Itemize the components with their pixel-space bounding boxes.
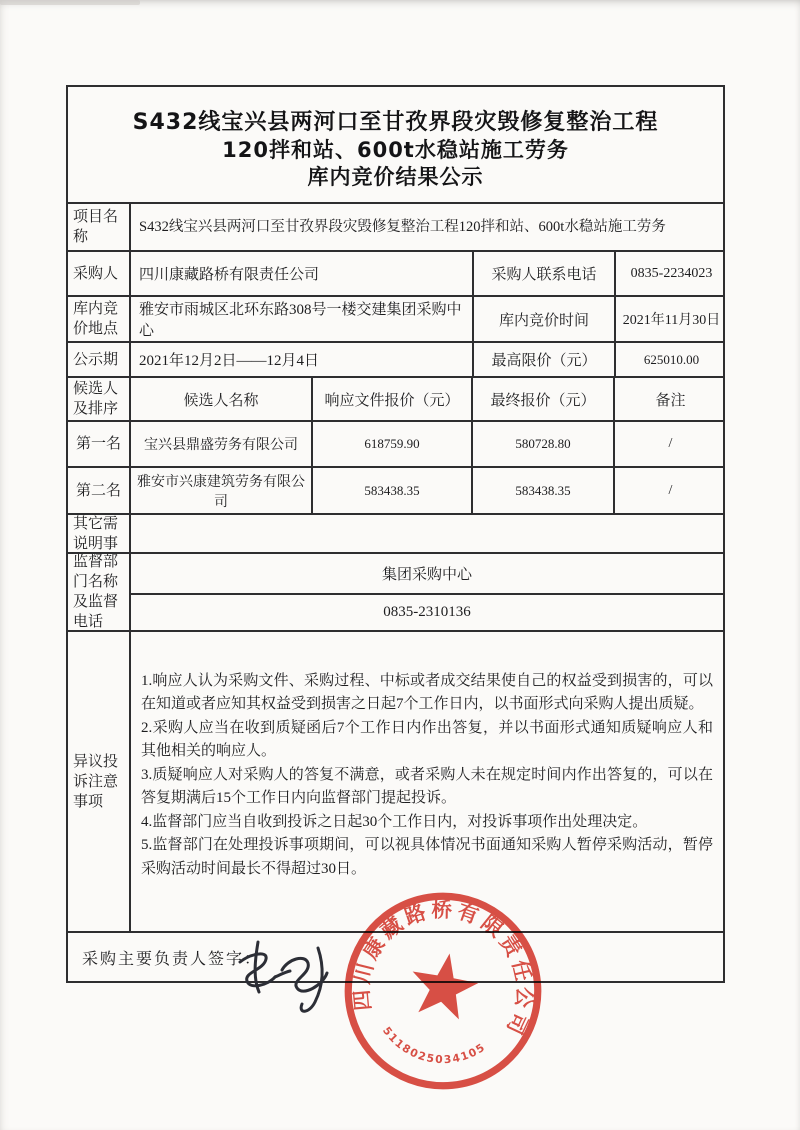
supervision-phone: 0835-2310136 [131,593,723,630]
candidate-1-rank: 第一名 [75,436,121,452]
objection-label: 异议投诉注意事项 [73,753,119,810]
row-objection-notes [68,630,723,931]
header-candidate-name: 候选人名称 [129,378,311,420]
header-doc-price: 响应文件报价（元） [311,378,471,420]
table-row-candidate-1 [68,420,723,466]
candidate-2-note: / [613,468,726,513]
other-notes-value [129,515,723,552]
scan-artifact [0,0,140,5]
row-publicity-period [68,341,723,376]
project-name-label: 项目名称 [73,209,119,245]
row-candidates-header [68,376,723,420]
objection-item-4: 4.监督部门应当自收到投诉之日起30个工作日内，对投诉事项作出处理决定。 [141,813,648,830]
other-notes-label: 其它需说明事 [73,515,119,552]
candidate-2-name: 雅安市兴康建筑劳务有限公司 [129,468,311,513]
title-line-1: S432线宝兴县两河口至甘孜界段灾毁修复整治工程 [132,110,659,135]
supervision-department: 集团采购中心 [381,567,472,583]
title-line-3: 库内竞价结果公示 [307,165,484,189]
supervision-label: 监督部门名称及监督电话 [73,554,119,630]
max-price-value: 625010.00 [614,343,727,376]
row-project-name [68,202,723,250]
bidding-location-value: 雅安市雨城区北环东路308号一楼交建集团采购中心 [129,297,472,341]
objection-text [129,632,723,931]
objection-item-2: 2.采购人应当在收到质疑函后7个工作日内作出答复，并以书面形式通知质疑响应人和其他相关的响应人。 [141,719,713,760]
objection-item-3: 3.质疑响应人对采购人的答复不满意，或者采购人未在规定时间内作出答复的，可以在答复期满后15个工作日内向监督部门提起投诉。 [141,766,713,807]
candidates-rank-label: 候选人及排序 [73,381,119,417]
signature-label: 采购主要负责人签字： [82,950,263,968]
bidding-time-value: 2021年11月30日 [614,297,727,341]
candidate-2-doc-price: 583438.35 [311,468,471,513]
purchaser-label: 采购人 [73,265,119,282]
title-line-2: 120拌和站、600t水稳站施工劳务 [222,138,569,162]
table-row-candidate-2 [68,466,723,513]
purchaser-value: 四川康藏路桥有限责任公司 [129,252,472,295]
candidate-2-rank: 第二名 [75,482,121,499]
purchaser-phone-label: 采购人联系电话 [472,252,614,295]
candidate-1-doc-price: 618759.90 [311,422,471,466]
purchaser-phone-value: 0835-2234023 [614,252,727,295]
bid-result-table [66,85,725,983]
stamp-company-text: 四川康藏路桥有限责任公司 [349,897,537,1042]
max-price-label: 最高限价（元） [472,343,614,376]
candidate-2-final-price: 583438.35 [471,468,613,513]
document-title [68,87,723,202]
objection-item-1: 1.响应人认为采购文件、采购过程、中标或者成交结果使自己的权益受到损害的，可以在知道或者应知其权益受到损害之日起7个工作日内，以书面形式向采购人提出质疑。 [141,672,713,713]
row-bidding-location [68,295,723,341]
candidate-1-note: / [613,422,726,466]
publicity-period-value: 2021年12月2日——12月4日 [129,343,472,376]
row-supervision [68,552,723,630]
project-name-value: S432线宝兴县两河口至甘孜界段灾毁修复整治工程120拌和站、600t水稳站施工劳务 [129,204,723,250]
row-signature [68,931,723,981]
publicity-period-label: 公示期 [73,351,119,368]
bidding-time-label: 库内竞价时间 [472,297,614,341]
row-purchaser [68,250,723,295]
candidate-1-name: 宝兴县鼎盛劳务有限公司 [129,422,311,466]
bidding-location-label: 库内竞价地点 [73,301,119,337]
supervision-values [129,554,723,630]
objection-item-5: 5.监督部门在处理投诉事项期间，可以视具体情况书面通知采购人暂停采购活动，暂停采购活动时间最长不得超过30日。 [141,837,713,877]
header-final-price: 最终报价（元） [471,378,613,420]
stamp-serial-text: 5118025034105 [380,1024,489,1067]
header-note: 备注 [613,378,726,420]
row-other-notes [68,513,723,552]
candidate-1-final-price: 580728.80 [471,422,613,466]
